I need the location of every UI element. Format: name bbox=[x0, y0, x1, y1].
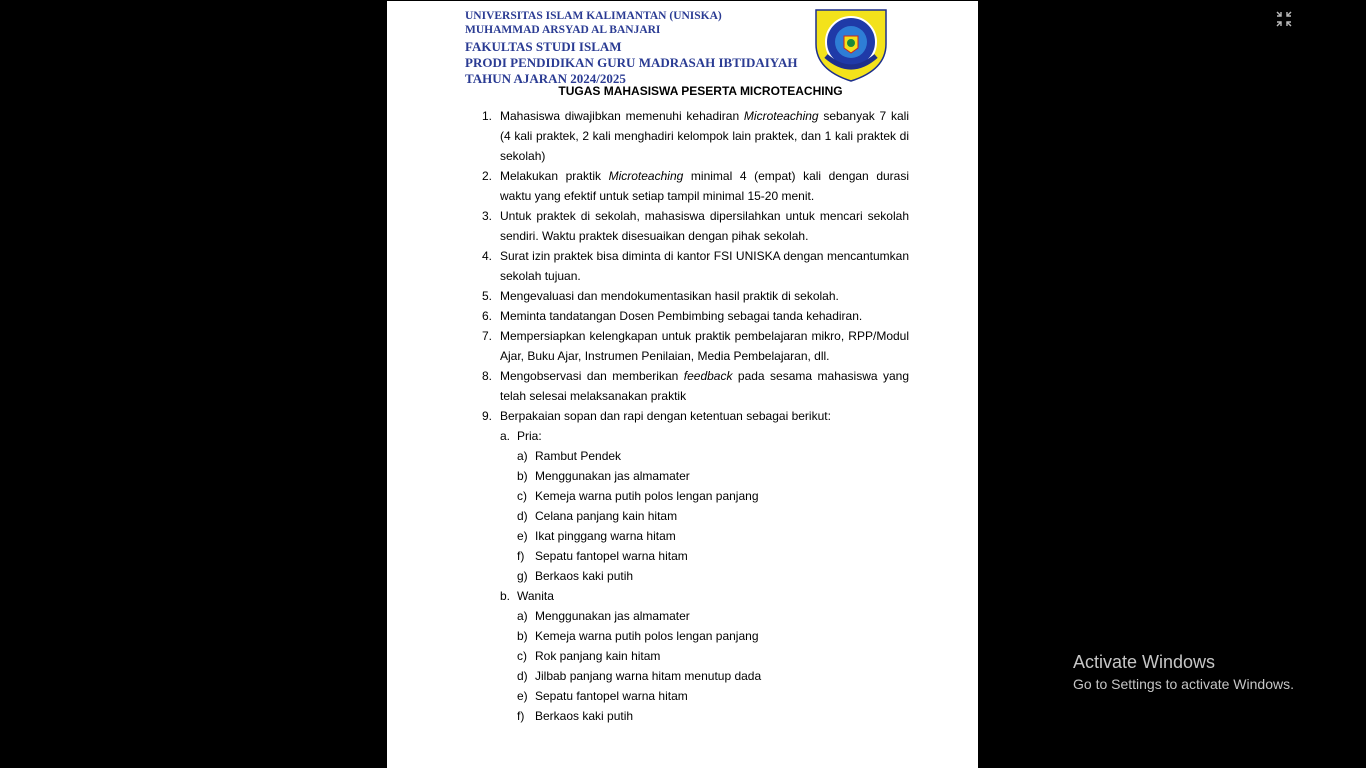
dress-item-text: Kemeja warna putih polos lengan panjang bbox=[535, 629, 759, 643]
exit-fullscreen-icon[interactable] bbox=[1274, 9, 1294, 29]
dress-item bbox=[480, 566, 909, 586]
task-text-part: Berpakaian sopan dan rapi dengan ketentuan sebagai berikut: bbox=[500, 409, 831, 423]
list-marker: b) bbox=[517, 469, 528, 483]
task-item bbox=[480, 286, 909, 306]
dress-item-text: Sepatu fantopel warna hitam bbox=[535, 689, 688, 703]
dress-item bbox=[480, 626, 909, 646]
document-title: TUGAS MAHASISWA PESERTA MICROTEACHING bbox=[558, 84, 843, 98]
dress-group-label: Pria: bbox=[517, 429, 542, 443]
dress-item-text: Celana panjang kain hitam bbox=[535, 509, 678, 523]
dress-item bbox=[480, 506, 909, 526]
task-text bbox=[500, 166, 909, 206]
task-text bbox=[500, 246, 909, 286]
list-marker: e) bbox=[517, 529, 528, 543]
list-marker: 6. bbox=[481, 309, 492, 323]
list-marker: 5. bbox=[481, 289, 492, 303]
task-text-part: Meminta tandatangan Dosen Pembimbing sebagai tanda kehadiran. bbox=[500, 309, 863, 323]
list-marker: b. bbox=[500, 589, 511, 603]
list-marker: 1. bbox=[481, 109, 492, 123]
task-text-part: pada sesama mahasiswa yang telah selesai melaksanakan praktik bbox=[500, 369, 910, 403]
list-marker: a. bbox=[500, 429, 511, 443]
list-marker: e) bbox=[517, 689, 528, 703]
task-text bbox=[500, 286, 909, 306]
task-text bbox=[500, 306, 909, 326]
watermark-subtitle: Go to Settings to activate Windows. bbox=[1073, 676, 1294, 692]
watermark-title: Activate Windows bbox=[1073, 652, 1216, 672]
task-text-emphasis: feedback bbox=[683, 369, 733, 383]
letterhead-faculty: FAKULTAS STUDI ISLAM bbox=[465, 39, 622, 54]
task-text-part: Mengobservasi dan memberikan bbox=[500, 369, 684, 383]
task-text bbox=[500, 106, 909, 166]
dress-item-text: Menggunakan jas almamater bbox=[535, 609, 690, 623]
document-page bbox=[387, 1, 978, 768]
task-list bbox=[480, 106, 909, 726]
dress-item bbox=[480, 486, 909, 506]
dress-item bbox=[480, 706, 909, 726]
dress-item bbox=[480, 666, 909, 686]
dress-item-text: Kemeja warna putih polos lengan panjang bbox=[535, 489, 759, 503]
list-marker: a) bbox=[517, 449, 528, 463]
dress-item bbox=[480, 526, 909, 546]
task-text-part: Mempersiapkan kelengkapan untuk praktik pembelajaran mikro, RPP/Modul Ajar, Buku Ajar, Instrumen Penilaian, Media Pembelajaran, dll. bbox=[500, 329, 909, 363]
list-marker: g) bbox=[517, 569, 528, 583]
dress-item-text: Jilbab panjang warna hitam menutup dada bbox=[535, 669, 762, 683]
task-text-part: sebanyak 7 kali (4 kali praktek, 2 kali menghadiri kelompok lain praktek, dan 1 kali praktek di sekolah) bbox=[500, 109, 909, 163]
dress-item-text: Rambut Pendek bbox=[535, 449, 622, 463]
dress-item bbox=[480, 646, 909, 666]
dress-item bbox=[480, 466, 909, 486]
task-item bbox=[480, 166, 909, 206]
dress-item bbox=[480, 546, 909, 566]
list-marker: 9. bbox=[481, 409, 492, 423]
task-text bbox=[500, 326, 909, 366]
dress-item-text: Menggunakan jas almamater bbox=[535, 469, 690, 483]
dress-item bbox=[480, 606, 909, 626]
task-item bbox=[480, 246, 909, 286]
dress-item-text: Sepatu fantopel warna hitam bbox=[535, 549, 688, 563]
task-item bbox=[480, 406, 909, 426]
task-item bbox=[480, 366, 909, 406]
dress-item bbox=[480, 686, 909, 706]
task-item bbox=[480, 306, 909, 326]
list-marker: b) bbox=[517, 629, 528, 643]
dress-group-wanita bbox=[480, 586, 909, 606]
list-marker: 8. bbox=[481, 369, 492, 383]
task-text-part: Melakukan praktik bbox=[500, 169, 609, 183]
list-marker: f) bbox=[517, 709, 525, 723]
list-marker: a) bbox=[517, 609, 528, 623]
letterhead-program: PRODI PENDIDIKAN GURU MADRASAH IBTIDAIYAH bbox=[465, 55, 798, 70]
list-marker: c) bbox=[517, 489, 527, 503]
list-marker: 3. bbox=[481, 209, 492, 223]
task-text-part: Surat izin praktek bisa diminta di kantor FSI UNISKA dengan mencantumkan sekolah tujuan. bbox=[500, 249, 909, 283]
task-text-part: minimal 4 (empat) kali dengan durasi waktu yang efektif untuk setiap tampil minimal 15-20 menit. bbox=[500, 169, 910, 203]
list-marker: 4. bbox=[481, 249, 492, 263]
dress-group-label: Wanita bbox=[517, 589, 554, 603]
task-text-part: Mahasiswa diwajibkan memenuhi kehadiran bbox=[500, 109, 744, 123]
letterhead-university: UNIVERSITAS ISLAM KALIMANTAN (UNISKA) bbox=[465, 10, 722, 22]
task-item bbox=[480, 106, 909, 166]
task-text bbox=[500, 406, 909, 426]
task-item bbox=[480, 206, 909, 246]
letterhead-university-name: MUHAMMAD ARSYAD AL BANJARI bbox=[465, 24, 661, 36]
list-marker: f) bbox=[517, 549, 525, 563]
task-text-part: Untuk praktek di sekolah, mahasiswa dipersilahkan untuk mencari sekolah sendiri. Waktu praktek disesuaikan dengan pihak sekolah. bbox=[500, 209, 909, 243]
dress-group-pria bbox=[480, 426, 909, 446]
letterhead-academic-year: TAHUN AJARAN 2024/2025 bbox=[465, 71, 626, 86]
list-marker: 2. bbox=[481, 169, 492, 183]
windows-activation-watermark bbox=[1073, 651, 1294, 695]
list-marker: d) bbox=[517, 509, 528, 523]
task-item bbox=[480, 326, 909, 366]
list-marker: c) bbox=[517, 649, 527, 663]
uniska-pgmi-logo bbox=[812, 6, 890, 83]
letterhead bbox=[465, 9, 798, 87]
task-text bbox=[500, 206, 909, 246]
task-text-part: Mengevaluasi dan mendokumentasikan hasil praktik di sekolah. bbox=[500, 289, 839, 303]
list-marker: d) bbox=[517, 669, 528, 683]
dress-item-text: Berkaos kaki putih bbox=[535, 709, 634, 723]
dress-item-text: Ikat pinggang warna hitam bbox=[535, 529, 676, 543]
dress-item-text: Rok panjang kain hitam bbox=[535, 649, 661, 663]
list-marker: 7. bbox=[481, 329, 492, 343]
dress-item bbox=[480, 446, 909, 466]
task-text-emphasis: Microteaching bbox=[743, 109, 819, 123]
dress-item-text: Berkaos kaki putih bbox=[535, 569, 634, 583]
task-text-emphasis: Microteaching bbox=[608, 169, 684, 183]
task-text bbox=[500, 366, 909, 406]
